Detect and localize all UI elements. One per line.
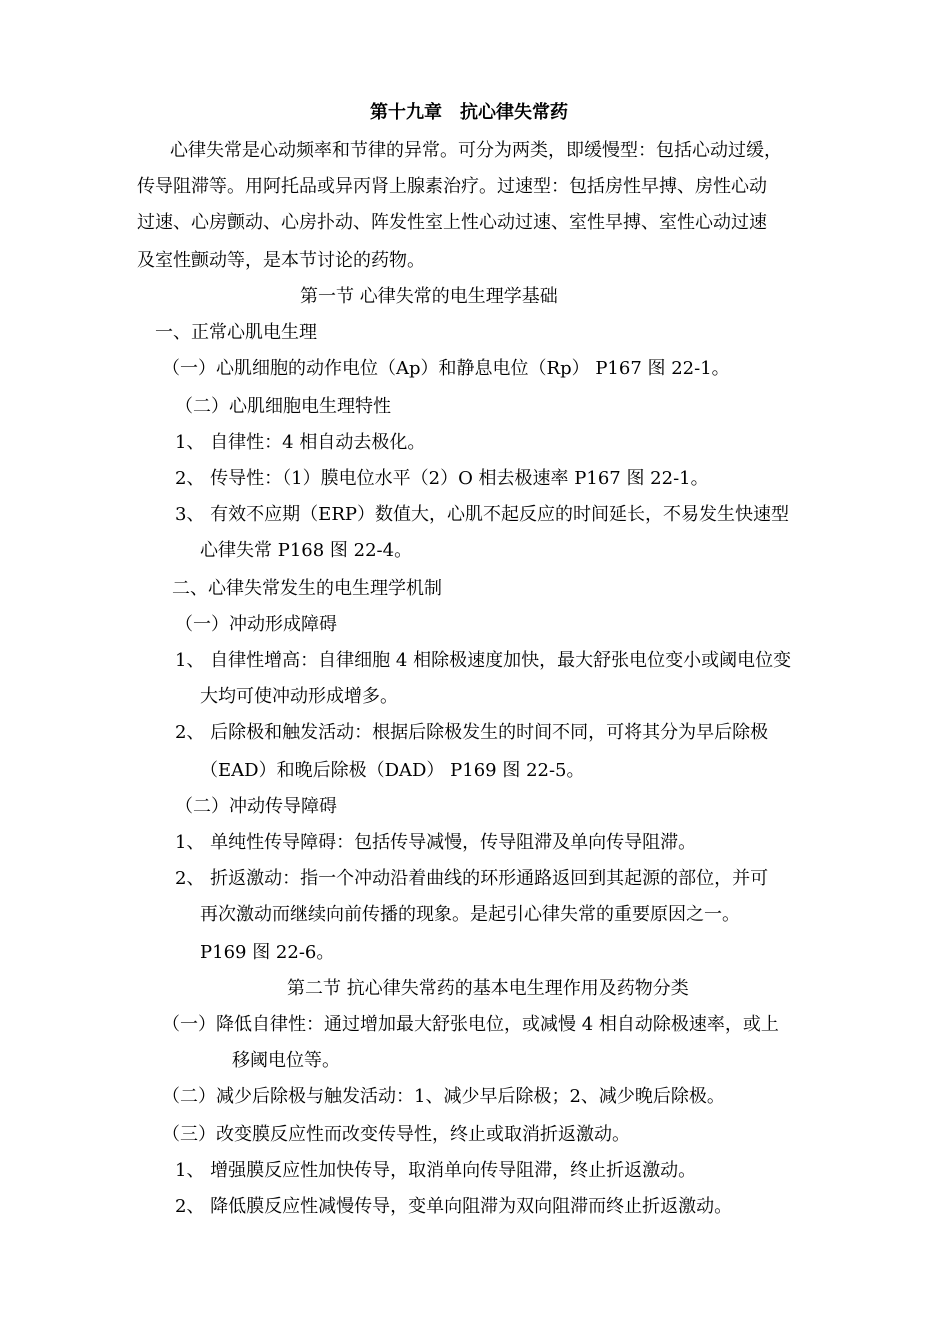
list-item: 1、 自律性：4 相自动去极化。: [175, 432, 426, 453]
part1-heading: 一、正常心肌电生理: [155, 322, 317, 343]
p2-1: （一）冲动形成障碍: [175, 614, 337, 635]
intro-line-4: 及室性颤动等，是本节讨论的药物。: [137, 250, 425, 271]
chapter-title: 第十九章 抗心律失常药: [370, 102, 568, 123]
p1-1: （一）心肌细胞的动作电位（Ap）和静息电位（Rp） P167 图 22-1。: [162, 358, 730, 379]
list-item: 2、 后除极和触发活动：根据后除极发生的时间不同，可将其分为早后除极: [175, 722, 769, 743]
list-item: 2、 传导性：（1）膜电位水平（2）O 相去极速率 P167 图 22-1。: [175, 468, 709, 489]
s2-item-2: （二）减少后除极与触发活动：1、减少早后除极；2、减少晚后除极。: [162, 1086, 725, 1107]
s2-item-3: （三）改变膜反应性而改变传导性，终止或取消折返激动。: [162, 1124, 630, 1145]
p2-2: （二）冲动传导障碍: [175, 796, 337, 817]
list-item: 1、 增强膜反应性加快传导，取消单向传导阻滞，终止折返激动。: [175, 1160, 697, 1181]
intro-line-3: 过速、心房颤动、心房扑动、阵发性室上性心动过速、室性早搏、室性心动过速: [137, 212, 767, 233]
list-item-cont: 大均可使冲动形成增多。: [200, 686, 398, 707]
section2-heading: 第二节 抗心律失常药的基本电生理作用及药物分类: [287, 978, 689, 999]
list-item: 2、 折返激动：指一个冲动沿着曲线的环形通路返回到其起源的部位，并可: [175, 868, 769, 889]
list-item: 3、 有效不应期（ERP）数值大，心肌不起反应的时间延长，不易发生快速型: [175, 504, 789, 525]
section1-heading: 第一节 心律失常的电生理学基础: [300, 286, 558, 307]
list-item: 1、 单纯性传导障碍：包括传导减慢，传导阻滞及单向传导阻滞。: [175, 832, 697, 853]
intro-line-1: 心律失常是心动频率和节律的异常。可分为两类，即缓慢型：包括心动过缓，: [170, 140, 782, 161]
s2-item-1-cont: 移阈电位等。: [232, 1050, 340, 1071]
intro-line-2: 传导阻滞等。用阿托品或异丙肾上腺素治疗。过速型：包括房性早搏、房性心动: [137, 176, 767, 197]
list-item-cont: 再次激动而继续向前传播的现象。是起引心律失常的重要原因之一。: [200, 904, 740, 925]
p1-2: （二）心肌细胞电生理特性: [175, 396, 391, 417]
list-item-cont: P169 图 22-6。: [200, 942, 335, 963]
part2-heading: 二、心律失常发生的电生理学机制: [172, 578, 442, 599]
list-item-cont: （EAD）和晚后除极（DAD） P169 图 22-5。: [200, 760, 585, 781]
list-item: 2、 降低膜反应性减慢传导，变单向阻滞为双向阻滞而终止折返激动。: [175, 1196, 733, 1217]
list-item: 1、 自律性增高：自律细胞 4 相除极速度加快，最大舒张电位变小或阈电位变: [175, 650, 792, 671]
s2-item-1: （一）降低自律性：通过增加最大舒张电位，或减慢 4 相自动除极速率，或上: [162, 1014, 779, 1035]
list-item-cont: 心律失常 P168 图 22-4。: [200, 540, 413, 561]
